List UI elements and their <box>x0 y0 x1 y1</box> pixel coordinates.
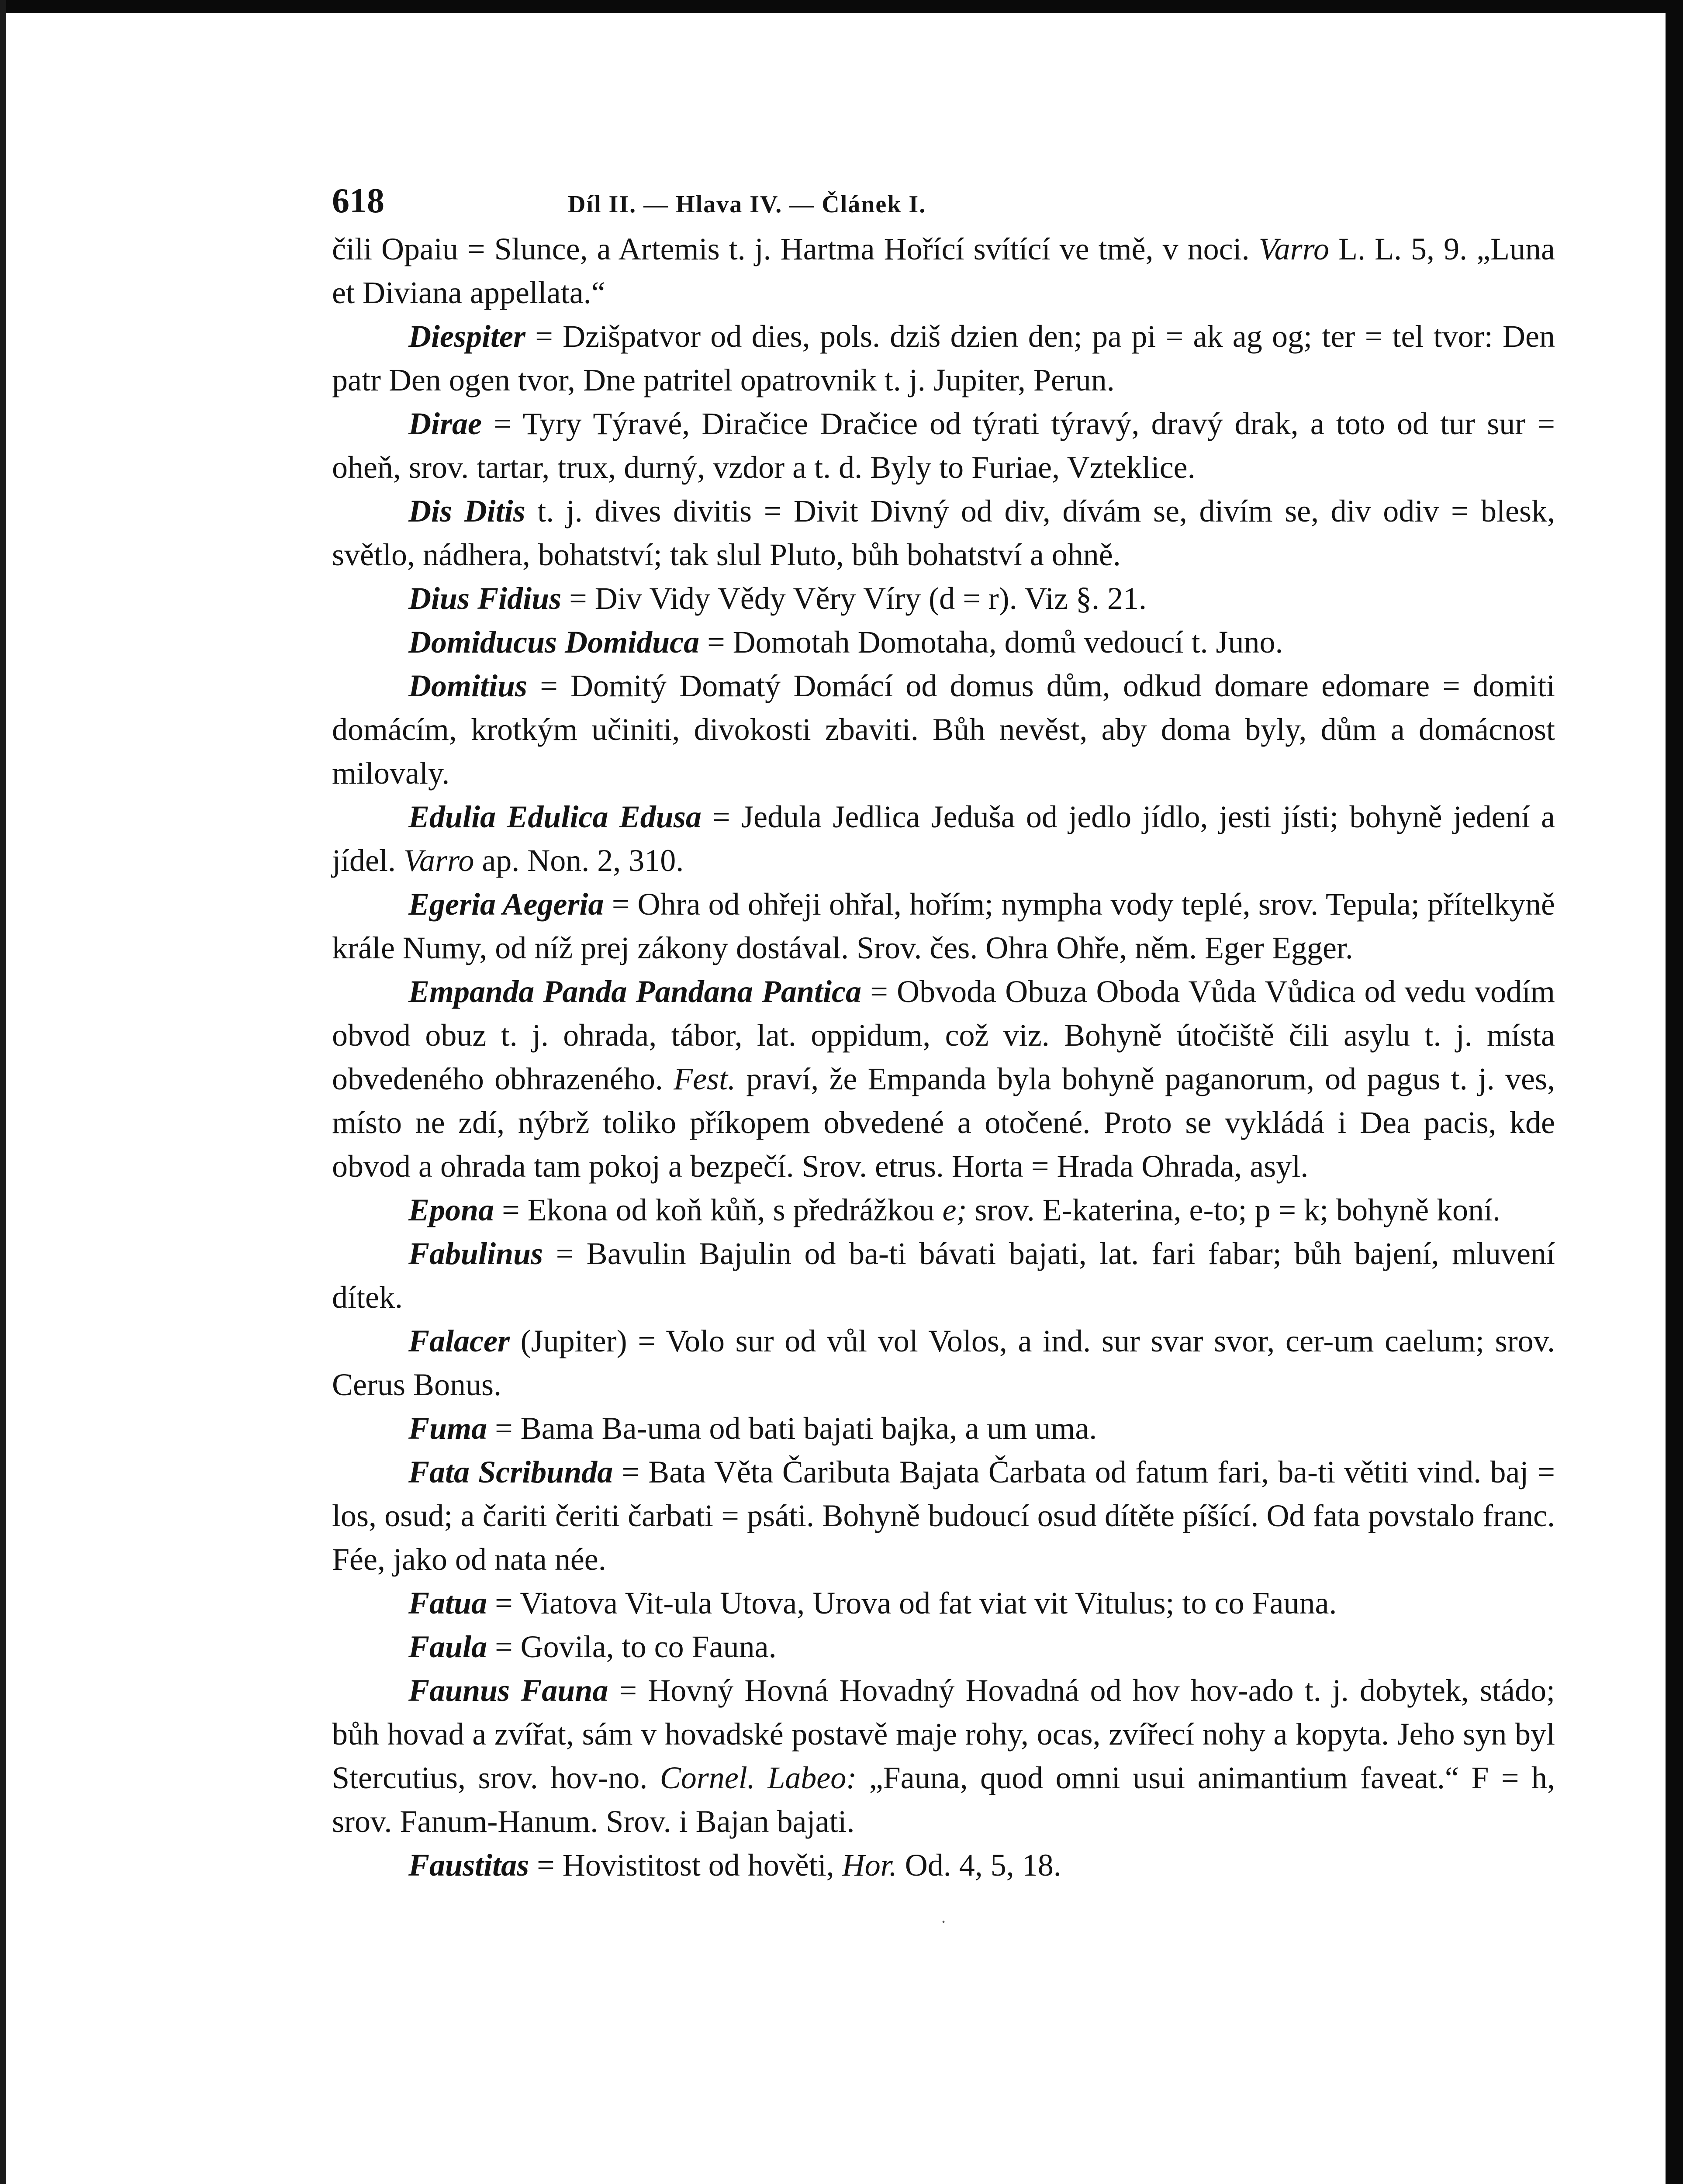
entry-text: čili Opaiu = Slunce, a Artemis t. j. Hartma Hořící svítící ve tmě, v noci. <box>332 232 1259 266</box>
entry-body: = Jedula Jedlica Jeduša od jedlo jídlo, jesti jísti; bohyně jedení a jídel. <box>332 799 1555 878</box>
headword: Edulia Edulica Edusa <box>408 799 702 834</box>
entry-epona <box>332 1188 1555 1232</box>
entry-body: = Dzišpatvor od dies, pols. dziš dzien den; pa pi = ak ag og; ter = tel tvor: Den patr Den ogen tvor, Dne patritel opatrovnik t. j. Jupiter, Perun. <box>332 319 1555 397</box>
entry-body: = Ekona od koň kůň, s předrážkou <box>494 1192 943 1227</box>
citation-author: Cornel. Labeo: <box>660 1760 857 1795</box>
entry-falacer <box>332 1319 1555 1406</box>
entry-empanda <box>332 970 1555 1188</box>
entry-domitius <box>332 664 1555 795</box>
entry-body: = Bama Ba-uma od bati bajati bajka, a um uma. <box>487 1411 1097 1446</box>
entry-body: = Hovistitost od hověti, <box>529 1848 842 1883</box>
entry-body: = Tyry Týravé, Diračice Dračice od týrati týravý, dravý drak, a toto od tur sur = oheň, srov. tartar, trux, durný, vzdor a t. d. Byly to Furiae, Vzteklice. <box>332 406 1555 485</box>
entry-text-tail: Od. 4, 5, 18. <box>897 1848 1061 1883</box>
entry-dis-ditis <box>332 489 1555 577</box>
page-number: 618 <box>332 182 384 220</box>
entry-body: = Viatova Vit-ula Utova, Urova od fat viat vit Vitulus; to co Fauna. <box>487 1586 1337 1621</box>
entry-body: = Obvoda Obuza Oboda Vůda Vůdica od vedu vodím obvod obuz t. j. ohrada, tábor, lat. oppidum, což viz. Bohyně útočiště čili asylu t. j. místa obvedeného obhrazeného. <box>332 974 1555 1096</box>
citation-author: Fest. <box>674 1061 736 1096</box>
entry-body: = Ohra od ohřeji ohřal, hořím; nympha vody teplé, srov. Tepula; přítelkyně krále Numy, od níž prej zákony dostával. Srov. čes. Ohra Ohře, něm. Eger Egger. <box>332 887 1555 965</box>
headword: Fata Scribunda <box>408 1455 613 1489</box>
entry-dius-fidius <box>332 577 1555 620</box>
entry-text-tail: L. L. 5, 9. „Luna et Diviana appellata.“ <box>332 232 1555 310</box>
headword: Faula <box>408 1629 487 1664</box>
headword: Egeria Aegeria <box>408 887 604 922</box>
entry-fata-scribunda <box>332 1450 1555 1581</box>
entry-domiducus <box>332 620 1555 664</box>
citation-author: Hor. <box>842 1848 897 1883</box>
headword: Diespiter <box>408 319 525 354</box>
headword: Fatua <box>408 1586 487 1621</box>
entry-body: = Govila, to co Fauna. <box>487 1629 777 1664</box>
entry-egeria <box>332 882 1555 970</box>
entry-text-tail: praví, že Empanda byla bohyně paganorum, od pagus t. j. ves, místo ne zdí, nýbrž toliko příkopem obvedené a otočené. Proto se vykládá i Dea pacis, kde obvod a ohrada tam pokoj a bezpečí. Srov. etrus. Horta = Hrada Ohrada, asyl. <box>332 1061 1555 1184</box>
headword: Dius Fidius <box>408 581 562 616</box>
entry-body: = Domitý Domatý Domácí od domus dům, odkud domare edomare = domiti domácím, krotkým učiniti, divokosti zbaviti. Bůh nevěst, aby doma byly, dům a domácnost milovaly. <box>332 668 1555 791</box>
headword: Faunus Fauna <box>408 1673 608 1708</box>
headword: Dis Ditis <box>408 494 525 529</box>
headword: Faustitas <box>408 1848 529 1883</box>
book-page <box>332 175 1555 1944</box>
citation-author: Varro <box>403 843 474 878</box>
scan-border-right <box>1666 0 1683 2184</box>
headword: Dirae <box>408 406 482 441</box>
headword: Fabulinus <box>408 1236 543 1271</box>
entry-fatua <box>332 1581 1555 1625</box>
entry-body: = Bavulin Bajulin od ba-ti bávati bajati, lat. fari fabar; bůh bajení, mluvení dítek. <box>332 1236 1555 1315</box>
scan-border-top <box>0 0 1683 13</box>
entry-body: = Div Vidy Vědy Věry Víry (d = r). Viz §. 21. <box>561 581 1147 616</box>
citation-author: Varro <box>1258 232 1329 266</box>
headword: Domitius <box>408 668 528 703</box>
headword: Empanda Panda Pandana Pantica <box>408 974 861 1009</box>
entry-faustitas <box>332 1843 1555 1887</box>
entry-body: = Hovný Hovná Hovadný Hovadná od hov hov-ado t. j. dobytek, stádo; bůh hovad a zvířat, sám v hovadské postavě maje rohy, ocas, zvířecí nohy a kopyta. Jeho syn byl Stercutius, srov. hov-no. <box>332 1673 1555 1795</box>
entry-body: = Bata Věta Čaributa Bajata Čarbata od fatum fari, ba-ti větiti vind. baj = los, osud; a čariti čeriti čarbati = psáti. Bohyně budoucí osud dítěte píšící. Od fata povstalo franc. Fée, jako od nata née. <box>332 1455 1555 1577</box>
entry-fabulinus <box>332 1232 1555 1319</box>
running-head: Díl II. — Hlava IV. — Článek I. <box>568 191 926 218</box>
entry-edulia <box>332 795 1555 882</box>
entry-dirae <box>332 402 1555 489</box>
entry-text-tail: srov. E-katerina, e-to; p = k; bohyně koní. <box>967 1192 1501 1227</box>
italic-prefix: e; <box>942 1192 967 1227</box>
scan-border-left <box>0 0 6 2184</box>
headword: Falacer <box>408 1324 510 1358</box>
entry-faula <box>332 1625 1555 1669</box>
entry-body: (Jupiter) = Volo sur od vůl vol Volos, a ind. sur svar svor, cer-um caelum; srov. Cerus Bonus. <box>332 1324 1555 1402</box>
entry-body: t. j. dives divitis = Divit Divný od div, dívám se, divím se, div odiv = blesk, světlo, nádhera, bohatství; tak slul Pluto, bůh bohatství a ohně. <box>332 494 1555 572</box>
headword: Epona <box>408 1192 494 1227</box>
headword: Domiducus Domiduca <box>408 625 700 660</box>
entry-body: = Domotah Domotaha, domů vedoucí t. Juno. <box>699 625 1283 660</box>
footer-mark: · <box>940 1912 947 1932</box>
entry-opaiu-continuation <box>332 227 1555 314</box>
headword: Fuma <box>408 1411 487 1446</box>
entry-faunus <box>332 1669 1555 1843</box>
entry-text-tail: ap. Non. 2, 310. <box>474 843 684 878</box>
page-header <box>332 175 1555 227</box>
entry-diespiter <box>332 314 1555 402</box>
entry-text-tail: „Fauna, quod omni usui animantium faveat.“ F = h, srov. Fanum-Hanum. Srov. i Bajan bajati. <box>332 1760 1555 1839</box>
entry-fuma <box>332 1406 1555 1450</box>
